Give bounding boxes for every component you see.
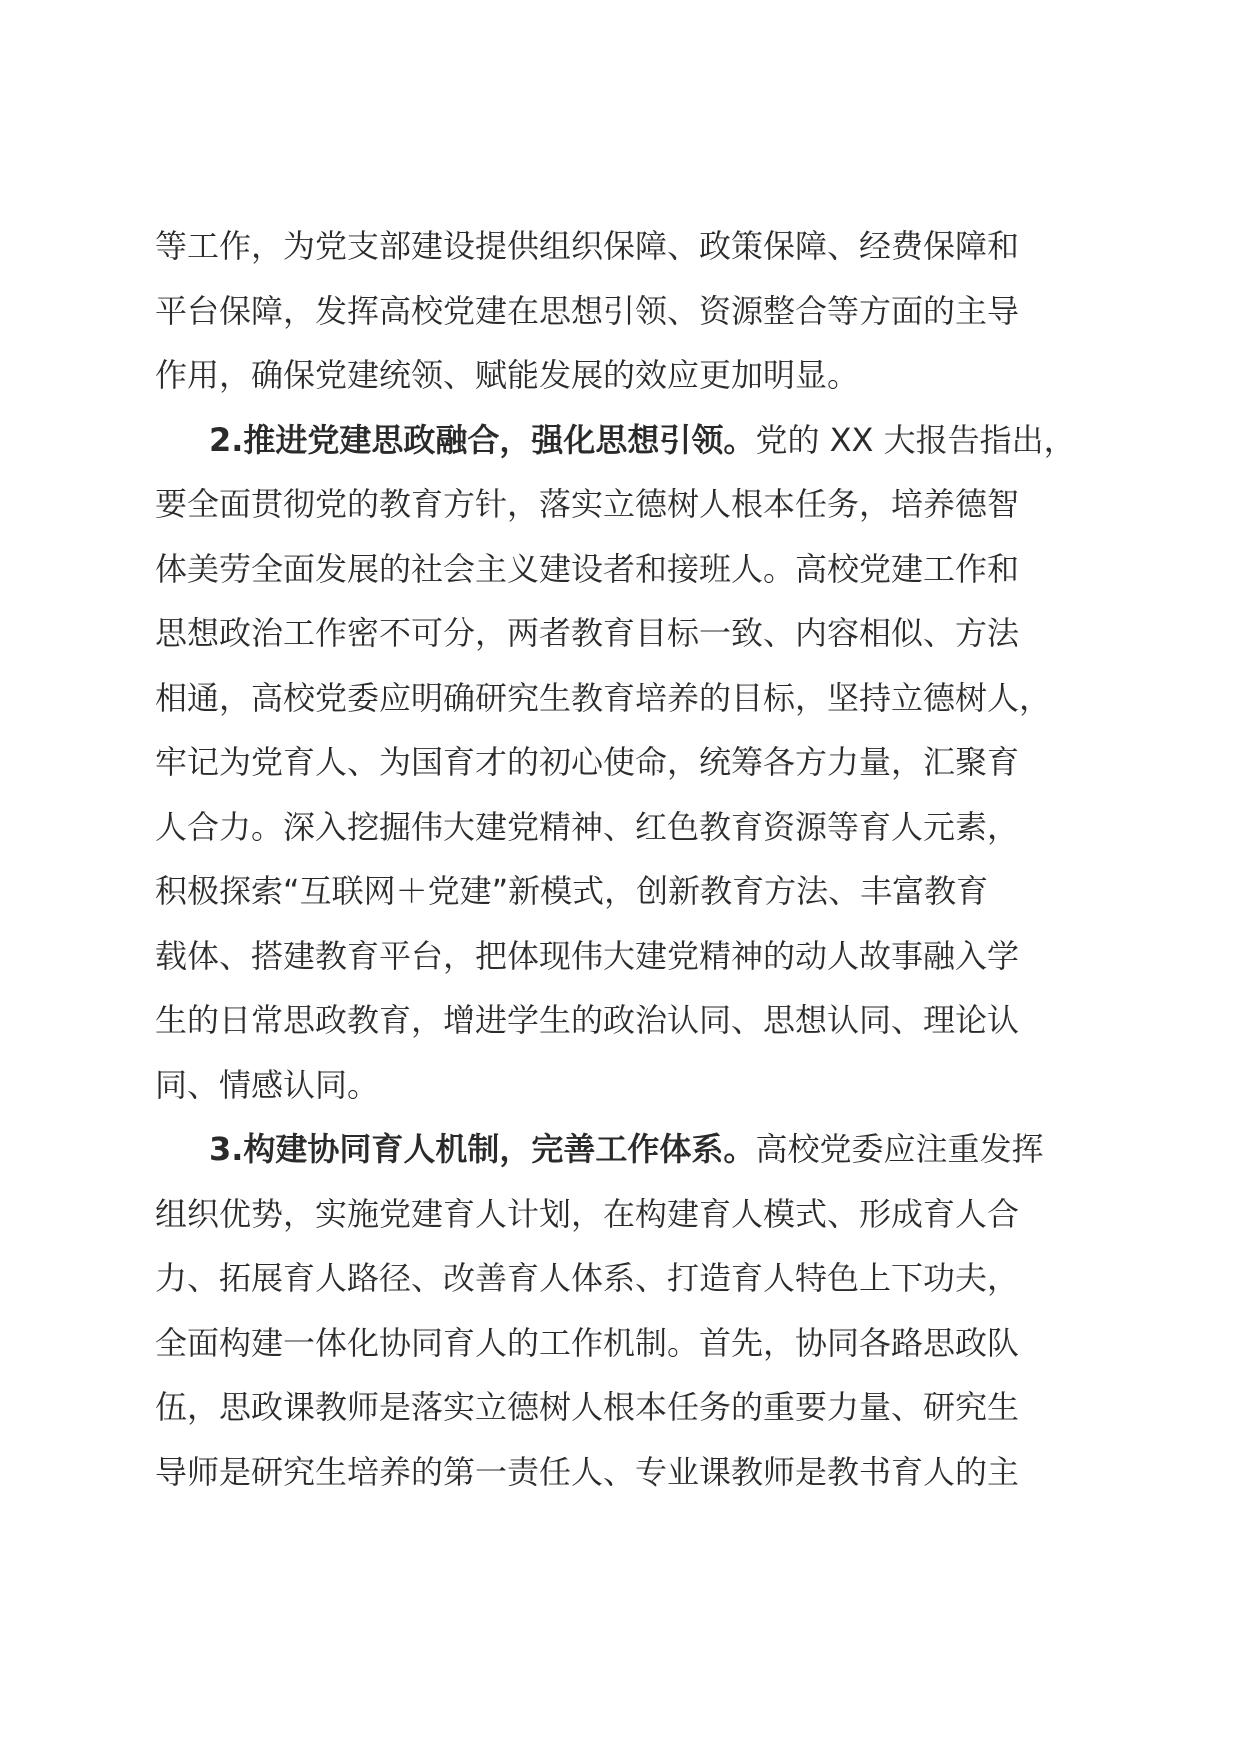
text-line: 平台保障，发挥高校党建在思想引领、资源整合等方面的主导 xyxy=(155,291,1020,330)
text-line: 载体、搭建教育平台，把体现伟大建党精神的动人故事融入学 xyxy=(155,936,1020,975)
paragraph-3 xyxy=(155,1117,1101,1504)
text-line: 生的日常思政教育，增进学生的政治认同、思想认同、理论认 xyxy=(155,1001,1020,1039)
document-body xyxy=(155,214,1101,1504)
text-line: 导师是研究生培养的第一责任人、专业课教师是教书育人的主 xyxy=(155,1452,1020,1491)
text-line: 全面构建一体化协同育人的工作机制。首先，协同各路思政队 xyxy=(155,1323,1020,1362)
text-line: 力、拓展育人路径、改善育人体系、打造育人特色上下功夫， xyxy=(155,1259,1020,1297)
text-line: 牢记为党育人、为国育才的初心使命，统筹各方力量，汇聚育 xyxy=(155,743,1020,781)
section-heading: 2.推进党建思政融合，强化思想引领。 xyxy=(209,420,756,459)
text-line: 要全面贯彻党的教育方针，落实立德树人根本任务，培养德智 xyxy=(155,485,1020,523)
text-run: 高校党委应注重发挥 xyxy=(755,1130,1044,1168)
section-heading: 3.构建协同育人机制，完善工作体系。 xyxy=(209,1130,756,1168)
paragraph-1 xyxy=(155,214,1101,408)
paragraph-2 xyxy=(155,408,1101,1118)
text-line: 作用，确保党建统领、赋能发展的效应更加明显。 xyxy=(155,356,860,394)
text-line: 同、情感认同。 xyxy=(155,1065,380,1104)
text-line: 思想政治工作密不可分，两者教育目标一致、内容相似、方法 xyxy=(155,614,1020,652)
text-line: 伍，思政课教师是落实立德树人根本任务的重要力量、研究生 xyxy=(155,1388,1020,1426)
text-line: 人合力。深入挖掘伟大建党精神、红色教育资源等育人元素， xyxy=(155,807,1020,846)
text-line: 相通，高校党委应明确研究生教育培养的目标，坚持立德树人， xyxy=(155,678,1052,717)
text-run: 党的 XX 大报告指出， xyxy=(755,420,1076,459)
text-line: 积极探索“互联网＋党建”新模式，创新教育方法、丰富教育 xyxy=(155,872,989,910)
text-line: 组织优势，实施党建育人计划，在构建育人模式、形成育人合 xyxy=(155,1194,1020,1233)
paragraph-first-line xyxy=(155,408,1101,473)
paragraph-first-line xyxy=(155,1117,1101,1182)
text-line: 等工作，为党支部建设提供组织保障、政策保障、经费保障和 xyxy=(155,227,1020,265)
text-line: 体美劳全面发展的社会主义建设者和接班人。高校党建工作和 xyxy=(155,549,1020,588)
